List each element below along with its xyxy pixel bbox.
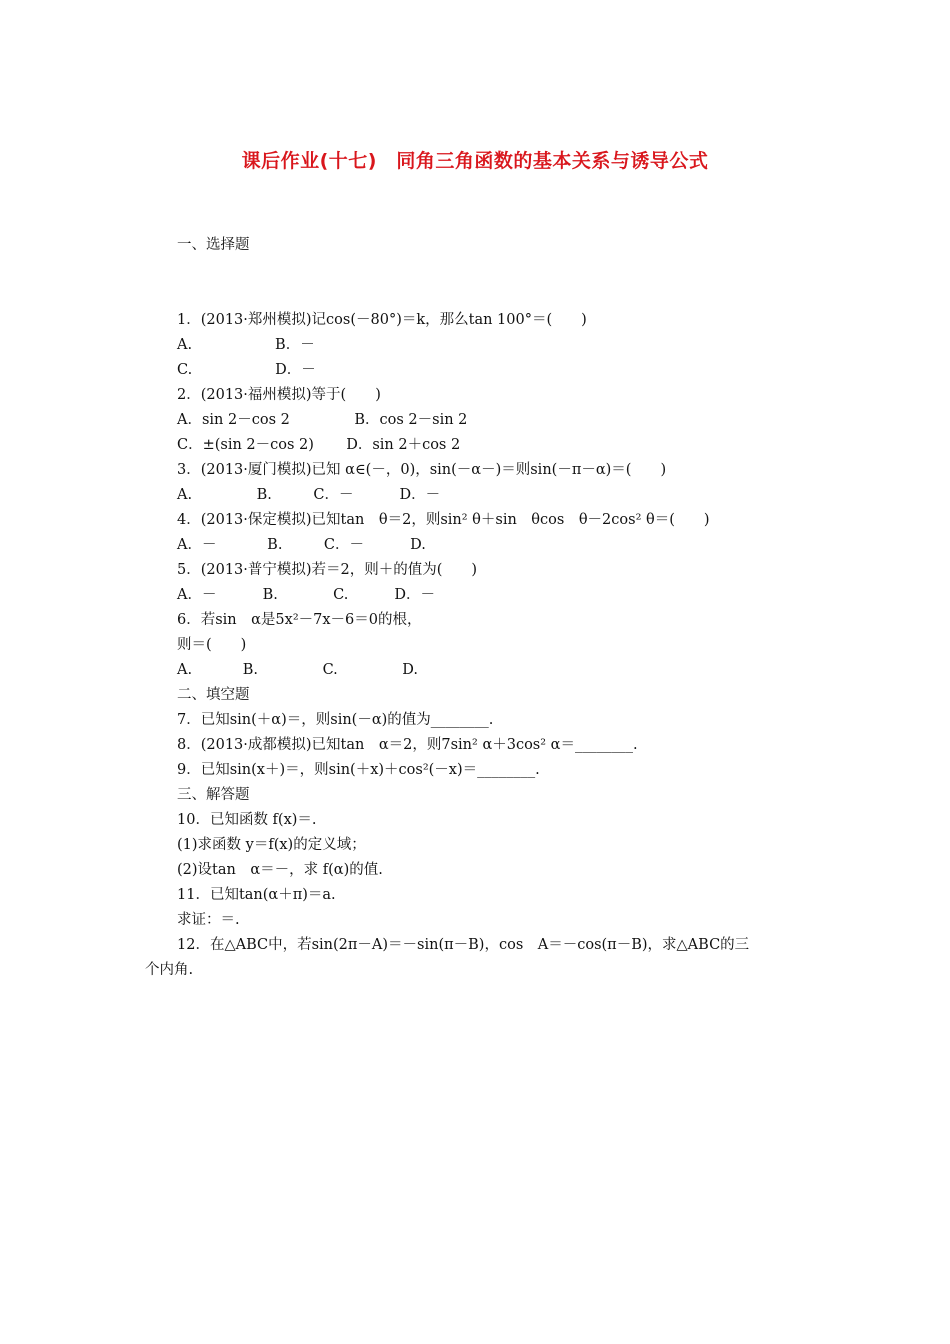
question-line: 4．(2013·保定模拟)已知tan θ＝2，则sin² θ＋sin θcos θ－2cos² θ＝( )	[177, 512, 710, 528]
question-line: C．±(sin 2－cos 2) D．sin 2＋cos 2	[177, 437, 461, 453]
question-line: 3．(2013·厦门模拟)已知 α∈(－，0)，sin(－α－)＝则sin(－π－α)＝( )	[177, 462, 667, 478]
question-line: A. B. C．－ D．－	[177, 487, 441, 503]
section-heading-choice: 一、选择题	[177, 237, 250, 253]
question-line: A．sin 2－cos 2 B．cos 2－sin 2	[177, 412, 468, 428]
section-heading-answer: 三、解答题	[177, 787, 250, 803]
question-line: 8．(2013·成都模拟)已知tan α＝2，则7sin² α＋3cos² α＝________.	[177, 737, 638, 753]
question-line: 1．(2013·郑州模拟)记cos(－80°)＝k，那么tan 100°＝( )	[177, 312, 587, 328]
question-line: 5．(2013·普宁模拟)若＝2，则＋的值为( )	[177, 562, 478, 578]
question-line: A．－ B. C. D．－	[177, 587, 436, 603]
question-line: 12．在△ABC中，若sin(2π－A)＝－sin(π－B)，cos A＝－cos(π－B)，求△ABC的三	[177, 937, 750, 953]
question-line: 10．已知函数 f(x)＝.	[177, 812, 317, 828]
question-line: 11．已知tan(α＋π)＝a.	[177, 887, 336, 903]
question-line: A. B．－	[177, 337, 315, 353]
question-line: 个内角.	[145, 962, 194, 978]
question-line: 7．已知sin(＋α)＝，则sin(－α)的值为________.	[177, 712, 494, 728]
question-line: 9．已知sin(x＋)＝，则sin(＋x)＋cos²(－x)＝________.	[177, 762, 540, 778]
question-line: C. D．－	[177, 362, 316, 378]
question-line: 6．若sin α是5x²－7x－6＝0的根，	[177, 612, 422, 628]
question-line: A．－ B. C．－ D.	[177, 537, 426, 553]
page-title: 课后作业(十七) 同角三角函数的基本关系与诱导公式	[241, 150, 709, 172]
question-line: 2．(2013·福州模拟)等于( )	[177, 387, 381, 403]
question-line: 则＝( )	[177, 637, 247, 653]
section-heading-fill: 二、填空题	[177, 687, 250, 703]
question-line: (1)求函数 y＝f(x)的定义域；	[177, 837, 366, 853]
question-line: (2)设tan α＝－，求 f(α)的值.	[177, 862, 383, 878]
question-line: 求证：＝.	[177, 912, 240, 928]
question-line: A. B. C. D.	[177, 662, 419, 678]
